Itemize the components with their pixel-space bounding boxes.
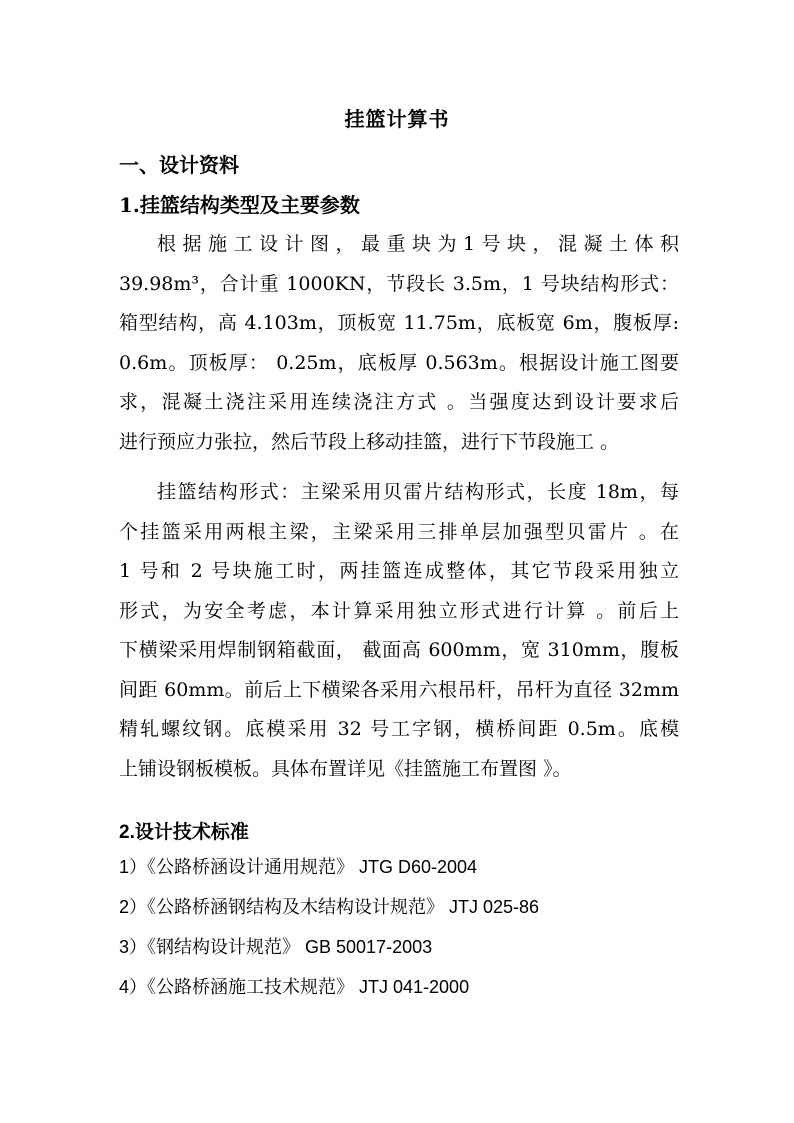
paragraph-structure-form [119,473,679,789]
paragraph-line: 形式，为安全考虑，本计算采用独立形式进行计算 。前后上 [119,599,679,622]
paragraph-line: 进行预应力张拉，然后节段上移动挂篮，进行下节段施工 。 [119,430,620,453]
subsection-heading-technical-standards: 2.设计技术标准 [119,822,249,843]
paragraph-line: 求，混凝土浇注采用连续浇注方式 。当强度达到设计要求后 [119,391,679,413]
standard-item: 2）《公路桥涵钢结构及木结构设计规范》 JTJ 025-86 [119,897,540,917]
document-title: 挂篮计算书 [344,107,450,131]
paragraph-line: 间距 60mm。前后上下横梁各采用六根吊杆，吊杆为直径 32mm [119,678,679,701]
paragraph-line: 个挂篮采用两根主梁，主梁采用三排单层加强型贝雷片 。在 [119,520,679,543]
paragraph-line: 上铺设钢板模板。具体布置详见《挂篮施工布置图 》。 [119,757,572,780]
paragraph-line: 精轧螺纹钢。底模采用 32 号工字钢，横桥间距 0.5m。底模 [119,718,679,740]
paragraph-line: 1 号和 2 号块施工时，两挂篮连成整体，其它节段采用独立 [119,560,679,582]
paragraph-line: 箱型结构，高 4.103m，顶板宽 11.75m，底板宽 6m，腹板厚: [119,312,679,334]
paragraph-line: 39.98m³，合计重 1000KN，节段长 3.5m，1 号块结构形式： [119,272,679,295]
subsection-heading-structure-type: 1.挂篮结构类型及主要参数 [119,193,360,217]
standards-list [119,852,539,1012]
standard-item: 3）《钢结构设计规范》 GB 50017-2003 [119,937,433,957]
section-heading-design-data: 一、设计资料 [119,153,239,177]
paragraph-main-parameters [119,225,679,462]
paragraph-line: 下横梁采用焊制钢箱截面， 截面高 600mm，宽 310mm，腹板 [119,639,679,661]
standard-item: 1）《公路桥涵设计通用规范》 JTG D60-2004 [119,857,478,877]
standard-item: 4）《公路桥涵施工技术规范》 JTJ 041-2000 [119,977,470,997]
paragraph-line: 挂篮结构形式：主梁采用贝雷片结构形式，长度 18m，每 [157,481,679,503]
paragraph-line: 根据施工设计图，最重块为1号块，混凝土体积 [157,233,679,255]
paragraph-line: 0.6m。顶板厚： 0.25m，底板厚 0.563m。根据设计施工图要 [119,351,679,374]
